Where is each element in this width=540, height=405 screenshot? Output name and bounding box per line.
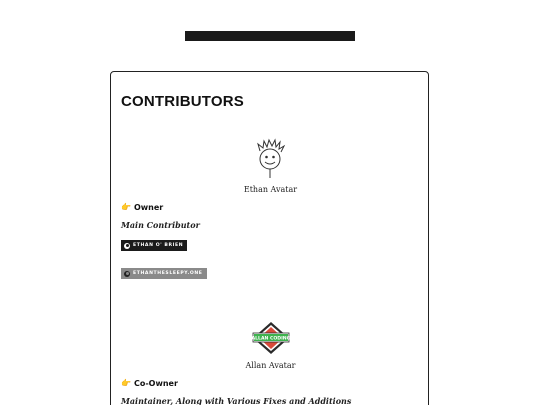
pointing-hand-icon: 👉: [121, 202, 131, 212]
card-title: CONTRIBUTORS: [121, 93, 244, 110]
co-owner-description: Maintainer, Along with Various Fixes and Additions: [121, 396, 352, 405]
role-label: Owner: [133, 203, 164, 212]
role-label: Co-Owner: [133, 379, 178, 388]
contributors-card: [110, 71, 429, 405]
website-icon: [124, 271, 130, 277]
allan-avatar-logo: [251, 321, 291, 355]
allan-avatar-badge-text: ALLAN CODING: [251, 336, 290, 342]
github-icon: [124, 243, 130, 249]
github-badge[interactable]: [121, 240, 187, 251]
website-badge[interactable]: [121, 268, 207, 279]
owner-role: [121, 203, 163, 212]
owner-description: Main Contributor: [121, 220, 200, 230]
allan-avatar-caption: Allan Avatar: [245, 361, 296, 370]
pointing-hand-icon: 👉: [121, 378, 131, 388]
github-badge-label: ETHAN O' BRIEN: [133, 243, 184, 248]
co-owner-role: [121, 379, 178, 388]
ethan-avatar: [111, 138, 430, 184]
header-bar: [185, 31, 355, 41]
website-badge-label: ETHANTHESLEEPY.ONE: [133, 271, 203, 276]
ethan-avatar-caption: Ethan Avatar: [243, 185, 298, 194]
ethan-avatar-drawing: [251, 138, 291, 180]
allan-avatar: [111, 321, 430, 359]
